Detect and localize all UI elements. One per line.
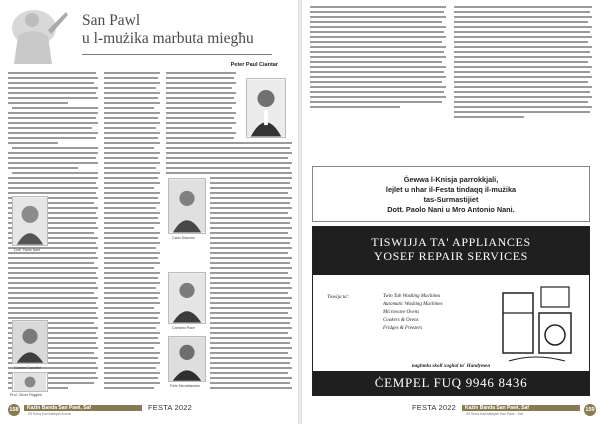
title-divider: [82, 54, 272, 55]
ad-service-item: Twin Tub Washing Machines: [383, 294, 441, 299]
notice-line-1: Ġewwa l-Knisja parrokkjali,: [403, 175, 499, 184]
repair-services-ad: [312, 226, 590, 396]
page-number-left: 158: [8, 404, 20, 416]
notice-box: [312, 166, 590, 222]
ad-service-item: Fridges & Freezers: [383, 326, 423, 331]
ad-phone-number: ĊEMPEL FUQ 9946 8436: [313, 371, 589, 395]
body-text-lines: [310, 4, 446, 162]
ad-title-1: TISWIJJA TA' APPLIANCES: [371, 235, 531, 249]
caption-carmelo-pace: Carmelo Pace: [172, 326, 195, 330]
footer-subtitle-right: 25 Sena Każinistiqiet San Pawl - Saf: [466, 412, 523, 416]
ad-service-item: Automatic Washing Machines: [383, 302, 443, 307]
text-column-2: [104, 70, 160, 400]
ad-service-item: Cookers & Ovens: [383, 318, 419, 323]
page-number-right: 159: [584, 404, 596, 416]
notice-line-4: Dott. Paolo Nani u Mro Antonio Nani.: [387, 205, 515, 214]
caption-paolo-nani: Dott. Paolo Nani: [14, 248, 41, 252]
body-text-lines: [104, 70, 160, 400]
left-page: [0, 0, 298, 424]
ad-header: [313, 227, 589, 275]
caption-charles-camilleri: Charles Camilleri: [14, 366, 42, 370]
caption-carlo-diacono: Carlo Diacono: [172, 236, 195, 240]
right-page: [302, 0, 600, 424]
title-line-1: San Pawl: [82, 12, 141, 29]
article-title: [82, 12, 294, 48]
ad-service-item: Microwave Ovens: [383, 310, 420, 315]
photo-felix-mendelssohn: [168, 336, 206, 382]
photo-oliver-friggieri: [12, 372, 48, 392]
notice-line-2: lejlet u nhar il-Festa tindaqq il-mużika: [385, 185, 517, 194]
caption-felix-mendelssohn: Felix Mendelssohn: [170, 384, 200, 388]
appliances-illustration-icon: [499, 283, 575, 367]
saint-paul-statue-icon: [4, 6, 76, 66]
photo-paolo-nani: [12, 196, 48, 246]
caption-oliver-friggieri: Prof. Oliver Friggieri: [10, 393, 42, 397]
photo-carlo-diacono: [168, 178, 206, 234]
text-column-4: [310, 4, 446, 162]
photo-top-portrait: [246, 78, 286, 138]
ad-services-list: [383, 293, 443, 333]
photo-charles-camilleri: [12, 320, 48, 364]
festa-label-left: FESTA 2022: [148, 403, 192, 412]
article-author: Peter Paul Ciantar: [230, 62, 278, 68]
left-footer: [8, 404, 298, 418]
festa-label-right: FESTA 2022: [412, 403, 456, 412]
ad-title-2: YOSEF REPAIR SERVICES: [374, 249, 528, 263]
right-footer: [302, 404, 600, 418]
footer-subtitle-left: 25 Sena Każinistiqiet Armar: [28, 412, 71, 416]
text-column-5: [454, 4, 592, 162]
footer-club-name-right: Każin Banda San Pawl, Saf: [462, 405, 580, 411]
body-text-lines: [454, 4, 592, 162]
ad-services-label: Tiswija ta':: [327, 295, 350, 300]
title-line-2: u l-mużika marbuta miegħu: [82, 30, 254, 47]
notice-line-3: tas-Surmastijiet: [423, 195, 479, 204]
ad-slogan: naghmlu skoll xoghol ta' Handymen: [411, 363, 491, 369]
footer-club-name-left: Każin Banda San Pawl, Saf: [24, 405, 142, 411]
photo-carmelo-pace: [168, 272, 206, 324]
